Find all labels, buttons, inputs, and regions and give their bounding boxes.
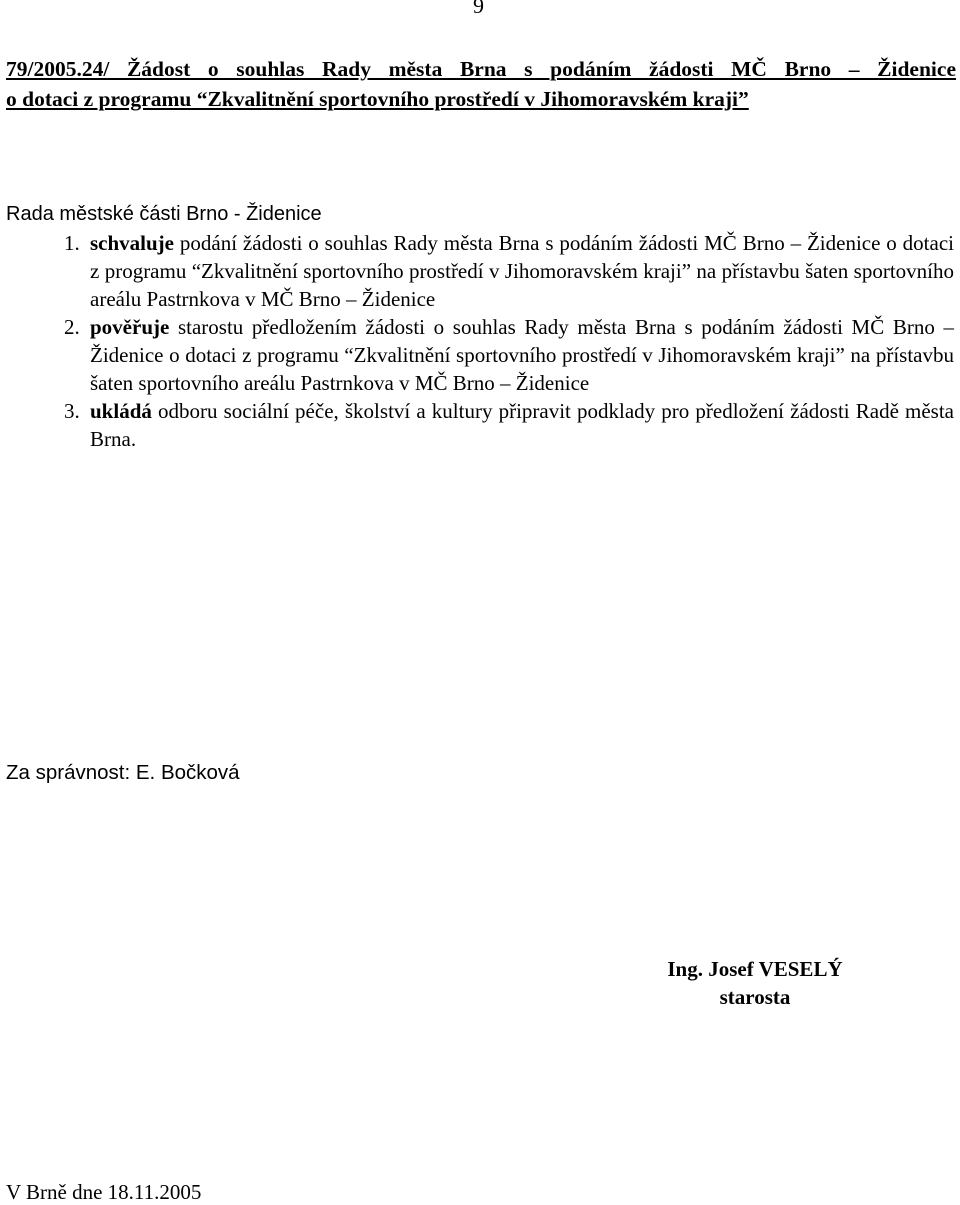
resolution-title-line-1: 79/2005.24/ Žádost o souhlas Rady města Brna s podáním žádosti MČ Brno – Židenice xyxy=(6,57,956,81)
resolution-verb: pověřuje xyxy=(90,315,170,339)
resolution-list xyxy=(0,229,960,453)
resolution-number: 2. xyxy=(64,315,80,339)
resolution-body xyxy=(90,315,954,395)
correctness-note: Za správnost: E. Bočková xyxy=(6,761,240,784)
resolution-number: 1. xyxy=(64,231,80,255)
resolution-body xyxy=(90,231,954,311)
resolution-title xyxy=(6,54,956,114)
signer-role: starosta xyxy=(719,985,791,1009)
resolution-verb: ukládá xyxy=(90,399,152,423)
resolution-item-2 xyxy=(0,313,954,397)
resolution-item-1 xyxy=(0,229,954,313)
resolution-body xyxy=(90,399,954,451)
page-number: 9 xyxy=(473,0,484,18)
resolution-title-line-2: o dotaci z programu “Zkvalitnění sportovního prostředí v Jihomoravském kraji” xyxy=(6,87,749,111)
document-date: V Brně dne 18.11.2005 xyxy=(6,1180,202,1204)
council-heading: Rada městské části Brno - Židenice xyxy=(6,203,322,225)
resolution-verb: schvaluje xyxy=(90,231,174,255)
resolution-item-3 xyxy=(0,397,954,453)
signature-block xyxy=(650,955,860,1011)
resolution-text: podání žádosti o souhlas Rady města Brna s podáním žádosti MČ Brno – Židenice o dotaci z programu “Zkvalitnění sportovního prostředí v Jihomoravském kraji” na přístavbu šaten sportovního areálu Pastrnkova v MČ Brno – Židenice xyxy=(90,231,954,311)
resolution-text: starostu předložením žádosti o souhlas Rady města Brna s podáním žádosti MČ Brno – Židenice o dotaci z programu “Zkvalitnění sportovního prostředí v Jihomoravském kraji” na přístavbu šaten sportovního areálu Pastrnkova v MČ Brno – Židenice xyxy=(90,315,954,395)
resolution-number: 3. xyxy=(64,399,80,423)
signer-name: Ing. Josef VESELÝ xyxy=(667,957,843,981)
resolution-text: odboru sociální péče, školství a kultury připravit podklady pro předložení žádosti Radě města Brna. xyxy=(90,399,954,451)
